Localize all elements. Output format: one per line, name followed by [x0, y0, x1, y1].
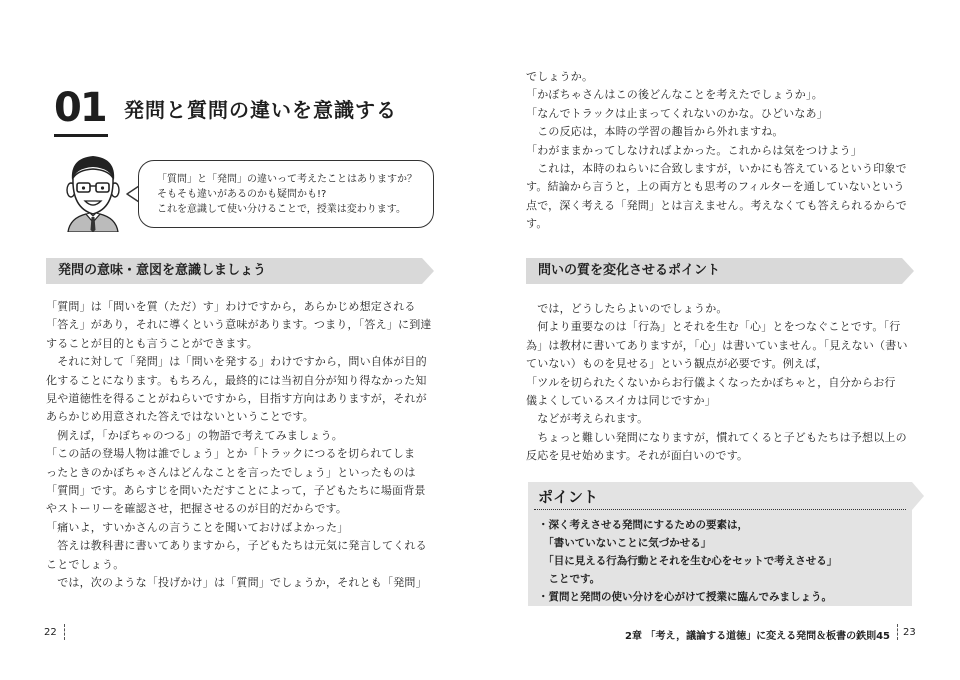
- body-line: す。: [526, 217, 548, 231]
- body-line: ちょっと難しい発問になりますが，慣れてくると子どもたちは予想以上の: [526, 430, 907, 444]
- body-text: [46, 298, 436, 593]
- page-number: 23: [903, 627, 916, 638]
- continued-text: [526, 68, 918, 234]
- body-line: す。結論から言うと，上の両方とも思考のフィルターを通していないという: [526, 180, 905, 194]
- page-number: 22: [44, 627, 57, 638]
- body-line: ことでしょう。: [46, 557, 125, 571]
- body-text: [526, 300, 918, 466]
- body-line: これは，本時のねらいに合致しますが，いかにも答えているという印象で: [526, 162, 907, 176]
- body-line: 「なんでトラックは止まってくれないのかな。ひどいなあ」: [526, 106, 828, 120]
- body-line: 「質問」は「問いを質（ただ）す」わけですから，あらかじめ想定される: [46, 300, 416, 313]
- body-line: あらかじめ用意された答えではないということです。: [46, 410, 314, 424]
- point-title: ポイント: [538, 488, 599, 506]
- folio-divider: [897, 624, 899, 640]
- point-line: 「目に見える行為行動とそれを生む心をセットで考えさせる」: [538, 555, 838, 567]
- chapter-number: 01: [54, 85, 106, 131]
- chapter-title: 発問と質問の違いを意識する: [124, 98, 397, 122]
- bubble-line: 「質問」と「発問」の違いって考えたことはありますか？: [157, 174, 417, 185]
- body-line: 何より重要なのは「行為」とそれを生む「心」とをつなぐことです。「行: [526, 320, 901, 334]
- body-line: 儀よくしているスイカは同じですか」: [526, 394, 716, 408]
- body-line: やストーリーを確認させ，把握させるのが目的だからです。: [46, 502, 348, 516]
- point-divider: [534, 509, 906, 510]
- body-line: 「かぼちゃさんはこの後どんなことを考えたでしょうか」。: [526, 88, 823, 102]
- body-line: することが目的とも言うことができます。: [46, 336, 258, 350]
- body-line: 為」は教材に書いてありますが，「心」は書いていません。「見えない（書い: [526, 338, 908, 352]
- body-line: 例えば，「かぼちゃのつる」の物語で考えてみましょう。: [46, 428, 343, 442]
- body-line: 「この話の登場人物は誰でしょう」とか「トラックにつるを切られてしま: [46, 447, 416, 461]
- point-box: [528, 482, 912, 606]
- body-line: ていない）ものを見せる」という観点が必要です。例えば，: [526, 357, 828, 371]
- body-line: などが考えられます。: [526, 412, 649, 426]
- section-heading: 発問の意味・意図を意識しましょう: [46, 258, 422, 284]
- body-line: 見や道徳性を得ることがねらいですから，目指す方向はありますが，それが: [46, 392, 427, 406]
- point-body: [538, 516, 837, 606]
- running-head: 2章 「考え，議論する道徳」に変える発問＆板書の鉄則45: [625, 631, 890, 642]
- bubble-line: これを意識して使い分けることで，授業は変わります。: [157, 204, 406, 215]
- body-line: 「ツルを切られたくないからお行儀よくなったかぼちゃと，自分からお行: [526, 375, 896, 389]
- body-line: 「わがままかってしなければよかった。これからは気をつけよう」: [526, 143, 862, 157]
- body-line: でしょうか。: [526, 70, 594, 83]
- speech-bubble: [138, 160, 434, 228]
- body-line: では，次のような「投げかけ」は「質問」でしょうか，それとも「発問」: [46, 576, 427, 590]
- body-line: この反応は，本時の学習の趣旨から外れますね。: [526, 125, 784, 139]
- teacher-face-icon: [58, 150, 128, 232]
- body-line: 化することになります。もちろん，最終的には当初自分が知り得なかった知: [46, 373, 427, 387]
- body-line: 答えは教科書に書いてありますから，子どもたちは元気に発言してくれる: [46, 539, 427, 553]
- body-line: では，どうしたらよいのでしょうか。: [526, 302, 728, 315]
- point-line: ・質問と発問の使い分けを心がけて授業に臨んでみましょう。: [538, 591, 832, 603]
- body-line: 「答え」があり，それに導くという意味があります。つまり，「答え」に到達: [46, 318, 432, 332]
- bubble-line: そもそも違いがあるのかも疑問かも!?: [157, 189, 327, 200]
- point-line: ・深く考えさせる発問にするための要素は，: [538, 519, 748, 531]
- point-line: 「書いていないことに気づかせる」: [538, 537, 712, 549]
- point-line: ことです。: [538, 573, 601, 585]
- folio-divider: [64, 624, 66, 640]
- chapter-number-underline: [54, 134, 108, 137]
- body-line: 「質問」です。あらすじを問いただすことによって，子どもたちに場面背景: [46, 484, 426, 498]
- body-line: ったときのかぼちゃさんはどんなことを言ったでしょう」といったものは: [46, 465, 416, 479]
- body-line: 「痛いよ，すいかさんの言うことを聞いておけばよかった」: [46, 520, 349, 534]
- body-line: 点で，深く考える「発問」とは言えません。考えなくても答えられるからで: [526, 198, 908, 212]
- section-heading: 問いの質を変化させるポイント: [526, 258, 902, 284]
- body-line: それに対して「発問」は「問いを発する」わけですから，問い自体が目的: [46, 355, 427, 369]
- body-line: 反応を見せ始めます。それが面白いのです。: [526, 449, 749, 463]
